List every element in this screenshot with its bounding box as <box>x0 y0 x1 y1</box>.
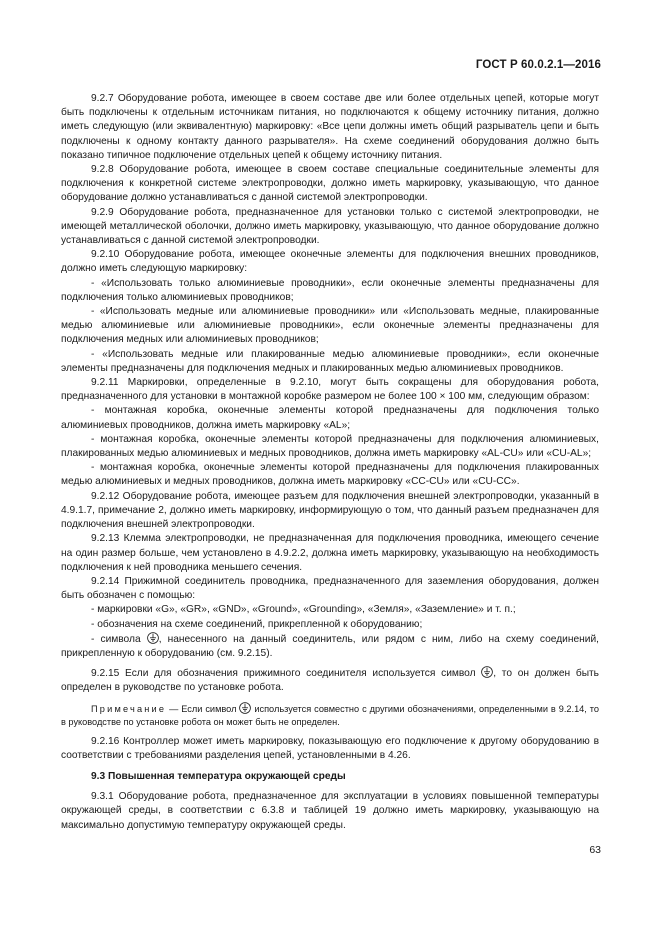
page-number: 63 <box>589 844 601 856</box>
note-label: Примечание <box>91 703 167 714</box>
ground-symbol-icon <box>147 632 159 644</box>
list-item: - монтажная коробка, оконечные элементы которой предназначены для подключения плакированных медью алюминиевых и медных проводников, должна иметь маркировку «CC-CU» или «CU-CC». <box>61 462 599 488</box>
para-9-2-16: 9.2.16 Контроллер может иметь маркировку, показывающую его подключение к другому оборудованию в соответствии с требованиями разделения цепей, установленными в 4.26. <box>61 735 599 761</box>
list-item: - «Использовать медные или алюминиевые проводники» или «Использовать медные, плакированные медью алюминиевые или алюминиевые проводники», если оконечные элементы предназначены для подключения медных или алюминиевых проводников; <box>61 306 599 346</box>
para-9-2-9: 9.2.9 Оборудование робота, предназначенное для установки только с системой электропроводки, не имеющей металлической оболочки, должно иметь маркировку, указывающую, что данное оборудование должно устанавливаться с данной системой электропроводки. <box>61 206 599 247</box>
list-item: - обозначения на схеме соединений, прикрепленной к оборудованию; <box>91 618 423 630</box>
list-item: - маркировки «G», «GR», «GND», «Ground», «Grounding», «Земля», «Заземление» и т. п.; <box>91 604 516 616</box>
p9215-text-before: 9.2.15 Если для обозначения прижимного соединителя используется символ <box>91 668 476 680</box>
list-item-ground-symbol <box>61 632 599 661</box>
para-9-2-8: 9.2.8 Оборудование робота, имеющее в своем составе специальные соединительные элементы для подключения к конкретной системе электропроводки, должно иметь маркировку, указывающую, что данное оборудование должно устанавливаться с данной системой электропроводки. <box>61 164 599 204</box>
note <box>61 702 599 729</box>
list-item: - «Использовать медные или плакированные медью алюминиевые проводники», если оконечные элементы предназначены для подключения медных и плакированных медью алюминиевых проводников. <box>61 348 599 374</box>
document-id: ГОСТ Р 60.0.2.1—2016 <box>475 59 601 71</box>
para-9-2-12: 9.2.12 Оборудование робота, имеющее разъем для подключения внешней электропроводки, указанный в 4.9.1.7, примечание 2, должно иметь маркировку, информирующую о том, что данный разъем предназначен для подключения внешней электропроводки. <box>61 490 599 531</box>
symbol-text-after: , нанесенного на данный соединитель, или рядом с ним, либо на схему соединений, прикрепленную к оборудованию (см. 9.2.15). <box>61 633 599 659</box>
symbol-text-before: - символа <box>91 633 141 645</box>
list-item: - «Использовать только алюминиевые проводники», если оконечные элементы предназначены для подключения только алюминиевых проводников; <box>61 277 599 303</box>
note-text-after: используется совместно с другими обозначениями, определенными в 9.2.14, то в руководстве по установке робота он может быть не определен. <box>61 703 600 727</box>
section-heading: 9.3 Повышенная температура окружающей среды <box>91 770 346 782</box>
para-9-3-1: 9.3.1 Оборудование робота, предназначенное для эксплуатации в условиях повышенной температуры окружающей среды, в соответствии с 6.3.8 и таблицей 19 должно иметь маркировку, указывающую на максимально допустимую температуру окружающей среды. <box>61 791 599 831</box>
note-dash: — <box>166 703 182 714</box>
p9215-text-after: , то он должен быть определен в руководстве по установке робота. <box>61 668 599 694</box>
ground-symbol-icon <box>481 666 493 678</box>
para-9-2-14: 9.2.14 Прижимной соединитель проводника, предназначенного для заземления оборудования, должен быть обозначен с помощью: <box>61 575 599 602</box>
para-9-2-10: 9.2.10 Оборудование робота, имеющее оконечные элементы для подключения внешних проводников, должно иметь следующую маркировку: <box>61 249 599 275</box>
document-body <box>61 92 599 833</box>
ground-symbol-icon <box>239 702 251 714</box>
para-9-2-15 <box>61 666 599 695</box>
para-9-2-13: 9.2.13 Клемма электропроводки, не предназначенная для подключения проводника, имеющего сечение на один размер больше, чем установлено в 4.9.2.2, должна иметь маркировку, указывающую на необходимость подключения к ней проводника меньшего сечения. <box>61 533 599 573</box>
para-9-2-11: 9.2.11 Маркировки, определенные в 9.2.10, могут быть сокращены для оборудования робота, предназначенного для установки в монтажной коробке размером не более 100 × 100 мм, следующим образом: <box>61 377 599 403</box>
para-9-2-7: 9.2.7 Оборудование робота, имеющее в своем составе две или более отдельных цепей, которые могут быть подключены к отдельным источникам питания, но подключаются к общему источнику питания, должно иметь следующую (или эквивалентную) маркировку: «Все цепи должны иметь общий разрыватель цепи и быть подключены к одному контакту данного разрывателя». На схеме соединений оборудования должно быть показано типичное подключение отдельных цепей к общему источнику питания. <box>61 93 599 161</box>
list-item: - монтажная коробка, оконечные элементы которой предназначены для подключения только алюминиевых проводников, должна иметь маркировку «AL»; <box>61 405 599 431</box>
list-item: - монтажная коробка, оконечные элементы которой предназначены для подключения алюминиевых, плакированных медью алюминиевых и медных проводников, должна иметь маркировку «AL-CU» или «CU-AL»; <box>61 433 599 460</box>
note-text-before: Если символ <box>181 703 237 714</box>
